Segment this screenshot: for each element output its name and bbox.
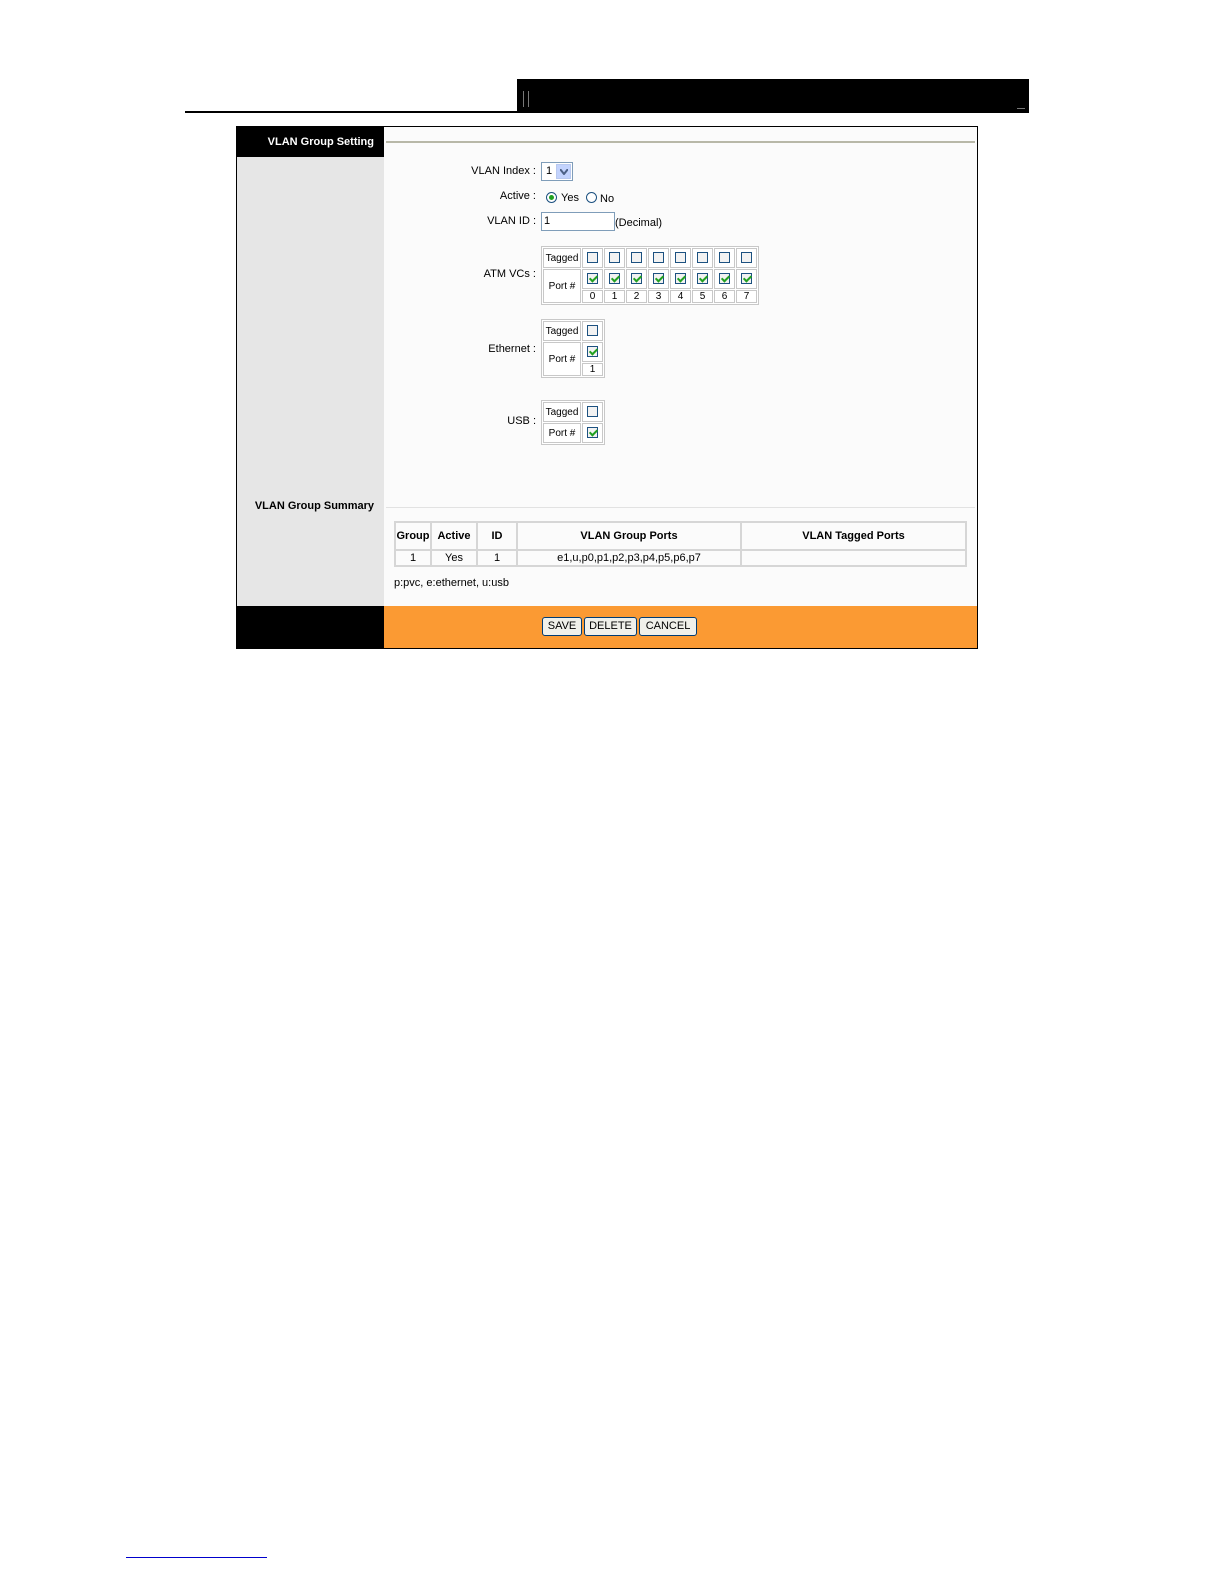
vlan-index-value: 1: [546, 165, 553, 177]
atm-port-checkbox[interactable]: [719, 273, 730, 284]
cancel-button[interactable]: CANCEL: [639, 617, 697, 636]
vlan-summary-table: [394, 521, 967, 567]
chevron-down-icon[interactable]: [556, 164, 571, 179]
save-button[interactable]: SAVE: [542, 617, 582, 636]
vlan-id-hint: (Decimal): [615, 217, 663, 229]
col-header-group-ports: VLAN Group Ports: [517, 522, 741, 550]
vlan-id-input[interactable]: 1: [541, 212, 615, 231]
atm-tagged-checkbox[interactable]: [697, 252, 708, 263]
atm-port-number: 2: [626, 290, 647, 303]
cell-tagged-ports: [741, 550, 966, 566]
ethernet-port-number: 1: [582, 363, 603, 376]
atm-port-number: 3: [648, 290, 669, 303]
document-header-rule: [185, 111, 1028, 113]
col-header-tagged-ports: VLAN Tagged Ports: [741, 522, 966, 550]
button-bar: [384, 606, 977, 648]
footer-link-underline[interactable]: [126, 1557, 267, 1558]
atm-port-number: 4: [670, 290, 691, 303]
ethernet-tagged-checkbox[interactable]: [587, 325, 598, 336]
header-mark: [523, 91, 529, 107]
ethernet-table: [541, 319, 605, 378]
active-label: Active :: [499, 190, 536, 202]
atm-vcs-label: ATM VCs :: [483, 268, 536, 280]
header-mark: [1017, 108, 1025, 109]
atm-port-number: 5: [692, 290, 713, 303]
atm-tagged-label: Tagged: [543, 248, 581, 268]
atm-port-number: 0: [582, 290, 603, 303]
active-yes-radio[interactable]: [546, 192, 557, 203]
atm-tagged-checkbox[interactable]: [631, 252, 642, 263]
vlan-group-panel: [236, 126, 978, 649]
cell-group: 1: [395, 550, 431, 566]
table-row: [395, 550, 966, 566]
active-no-radio[interactable]: [586, 192, 597, 203]
atm-port-number: 6: [714, 290, 735, 303]
usb-tagged-checkbox[interactable]: [587, 406, 598, 417]
port-legend: p:pvc, e:ethernet, u:usb: [394, 577, 509, 589]
ethernet-port-checkbox[interactable]: [587, 346, 598, 357]
usb-table: [541, 400, 605, 445]
divider: [386, 507, 975, 508]
cell-active: Yes: [431, 550, 477, 566]
atm-tagged-checkbox[interactable]: [653, 252, 664, 263]
vlan-index-select[interactable]: [541, 162, 573, 181]
active-no-label: No: [600, 193, 615, 205]
col-header-active: Active: [431, 522, 477, 550]
col-header-id: ID: [477, 522, 517, 550]
divider: [386, 141, 975, 143]
atm-port-checkbox[interactable]: [631, 273, 642, 284]
cell-id: 1: [477, 550, 517, 566]
sidebar-footer: [237, 606, 384, 648]
atm-tagged-checkbox[interactable]: [587, 252, 598, 263]
atm-tagged-checkbox[interactable]: [719, 252, 730, 263]
sidebar: [237, 127, 384, 648]
atm-port-number: 1: [604, 290, 625, 303]
cell-group-ports: e1,u,p0,p1,p2,p3,p4,p5,p6,p7: [517, 550, 741, 566]
document-header-bar: [517, 79, 1029, 113]
active-yes-label: Yes: [561, 192, 579, 204]
usb-label: USB :: [507, 415, 536, 427]
usb-port-label: Port #: [543, 423, 581, 443]
atm-port-checkbox[interactable]: [609, 273, 620, 284]
vlan-id-label: VLAN ID :: [487, 215, 536, 227]
section-title: VLAN Group Setting: [237, 127, 384, 157]
settings-content: [384, 127, 977, 606]
atm-port-checkbox[interactable]: [741, 273, 752, 284]
atm-port-checkbox[interactable]: [653, 273, 664, 284]
atm-tagged-checkbox[interactable]: [741, 252, 752, 263]
col-header-group: Group: [395, 522, 431, 550]
summary-section-label: VLAN Group Summary: [254, 500, 374, 512]
usb-port-checkbox[interactable]: [587, 427, 598, 438]
ethernet-port-label: Port #: [543, 342, 581, 376]
ethernet-tagged-label: Tagged: [543, 321, 581, 341]
atm-port-number: 7: [736, 290, 757, 303]
atm-tagged-checkbox[interactable]: [609, 252, 620, 263]
vlan-index-label: VLAN Index :: [471, 165, 536, 177]
usb-tagged-label: Tagged: [543, 402, 581, 422]
ethernet-label: Ethernet :: [488, 343, 536, 355]
atm-port-checkbox[interactable]: [675, 273, 686, 284]
delete-button[interactable]: DELETE: [584, 617, 637, 636]
atm-vcs-table: [541, 246, 759, 305]
atm-port-checkbox[interactable]: [587, 273, 598, 284]
atm-tagged-checkbox[interactable]: [675, 252, 686, 263]
atm-port-label: Port #: [543, 269, 581, 303]
atm-port-checkbox[interactable]: [697, 273, 708, 284]
